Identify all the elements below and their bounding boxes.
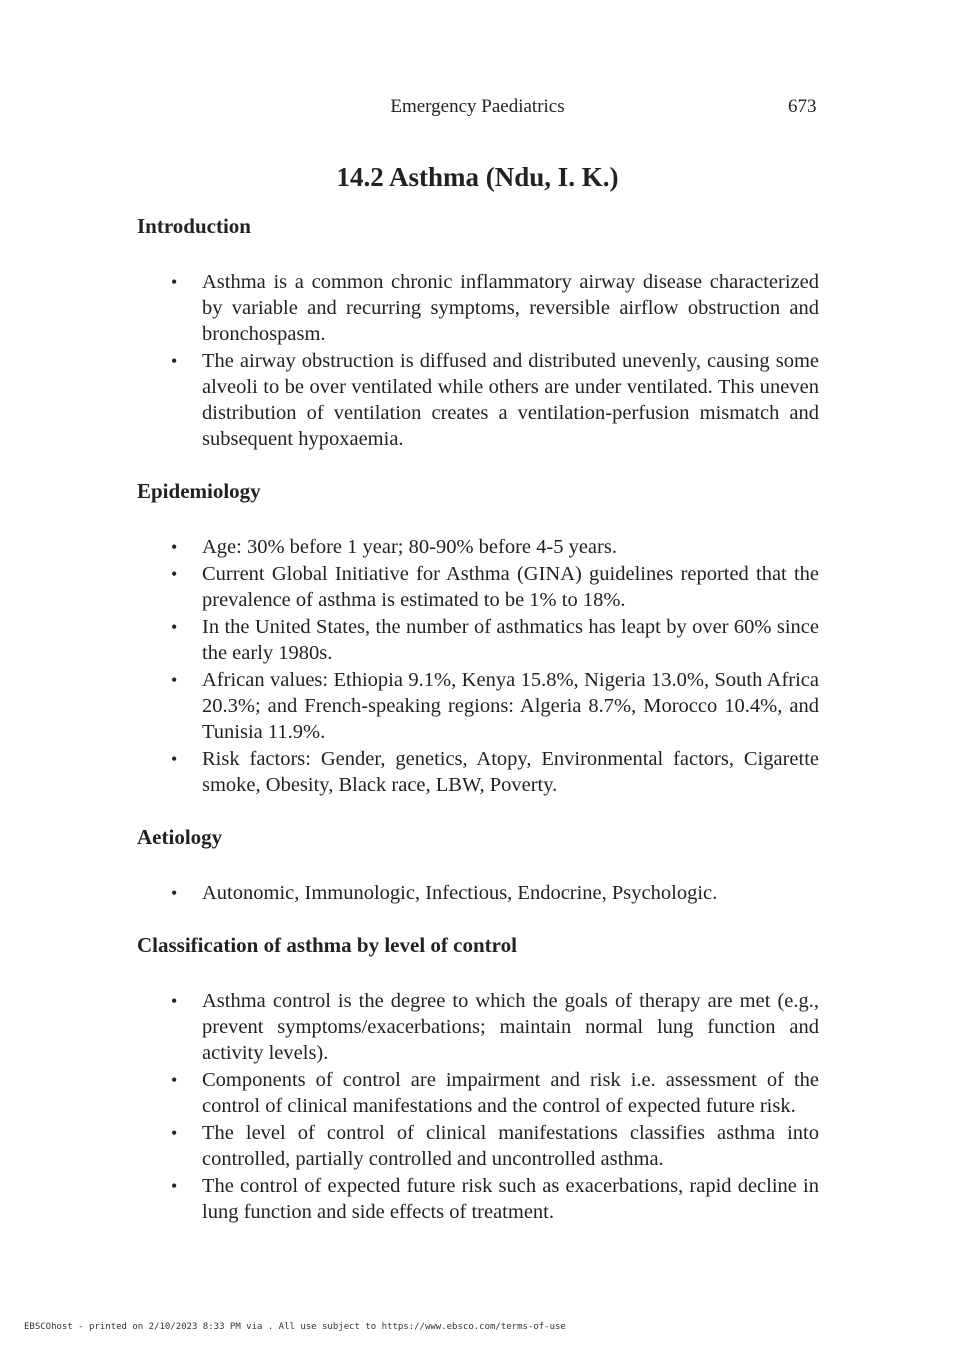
bullet-icon: • (171, 351, 178, 371)
list-item (137, 746, 819, 798)
bullet-icon: • (171, 670, 178, 690)
section-heading: Aetiology (137, 825, 223, 849)
list-item (137, 348, 819, 452)
chapter-title: 14.2 Asthma (Ndu, I. K.) (336, 162, 619, 192)
bullet-list (137, 269, 819, 452)
list-item (137, 1173, 819, 1225)
list-item-text: In the United States, the number of asthmatics has leapt by over 60% since the early 1980s. (202, 616, 819, 664)
bullet-icon: • (171, 1123, 178, 1143)
section-heading: Epidemiology (137, 479, 261, 503)
page-number: 673 (788, 96, 817, 117)
bullet-icon: • (171, 749, 178, 769)
list-item (137, 1067, 819, 1119)
list-item-text: The level of control of clinical manifestations classifies asthma into controlled, partially controlled and uncontrolled asthma. (202, 1122, 819, 1170)
bullet-icon: • (171, 617, 178, 637)
list-item-text: The airway obstruction is diffused and distributed unevenly, causing some alveoli to be over ventilated while others are under ventilated. This uneven distribution of ventilation creates a ventilation-perfusion mismatch and subsequent hypoxaemia. (202, 350, 819, 450)
bullet-icon: • (171, 1070, 178, 1090)
list-item (137, 534, 819, 560)
bullet-icon: • (171, 883, 178, 903)
list-item-text: African values: Ethiopia 9.1%, Kenya 15.8%, Nigeria 13.0%, South Africa 20.3%; and French-speaking regions: Algeria 8.7%, Morocco 10.4%, and Tunisia 11.9%. (202, 669, 819, 743)
list-item-text: Age: 30% before 1 year; 80-90% before 4-5 years. (202, 536, 617, 558)
section-heading: Classification of asthma by level of control (137, 933, 517, 957)
running-header (0, 96, 955, 122)
bullet-icon: • (171, 991, 178, 1011)
list-item (137, 988, 819, 1066)
list-item-text: Components of control are impairment and risk i.e. assessment of the control of clinical manifestations and the control of expected future risk. (202, 1069, 819, 1117)
list-item (137, 614, 819, 666)
page-body (137, 212, 819, 1226)
list-item-text: Autonomic, Immunologic, Infectious, Endocrine, Psychologic. (202, 882, 718, 904)
section-heading: Introduction (137, 214, 251, 238)
list-item (137, 561, 819, 613)
bullet-icon: • (171, 272, 178, 292)
section-introduction (137, 212, 819, 477)
section-aetiology (137, 823, 819, 931)
section-epidemiology (137, 477, 819, 823)
list-item-text: Current Global Initiative for Asthma (GINA) guidelines reported that the prevalence of asthma is estimated to be 1% to 18%. (202, 563, 819, 611)
bullet-icon: • (171, 1176, 178, 1196)
bullet-icon: • (171, 564, 178, 584)
section-classification (137, 931, 819, 1225)
running-title: Emergency Paediatrics (390, 96, 565, 117)
list-item (137, 667, 819, 745)
list-item-text: Asthma control is the degree to which the goals of therapy are met (e.g., prevent symptoms/exacerbations; maintain normal lung function and activity levels). (202, 990, 819, 1064)
bullet-list (137, 988, 819, 1225)
list-item-text: Asthma is a common chronic inflammatory airway disease characterized by variable and recurring symptoms, reversible airflow obstruction and bronchospasm. (202, 271, 819, 345)
print-footer: EBSCOhost - printed on 2/10/2023 8:33 PM via . All use subject to https://www.ebsco.com/terms-of-use (24, 1322, 566, 1332)
bullet-list (137, 880, 819, 906)
bullet-list (137, 534, 819, 798)
list-item-text: The control of expected future risk such as exacerbations, rapid decline in lung function and side effects of treatment. (202, 1175, 819, 1223)
list-item (137, 1120, 819, 1172)
list-item-text: Risk factors: Gender, genetics, Atopy, Environmental factors, Cigarette smoke, Obesity, Black race, LBW, Poverty. (202, 748, 819, 796)
bullet-icon: • (171, 537, 178, 557)
list-item (137, 269, 819, 347)
list-item (137, 880, 819, 906)
